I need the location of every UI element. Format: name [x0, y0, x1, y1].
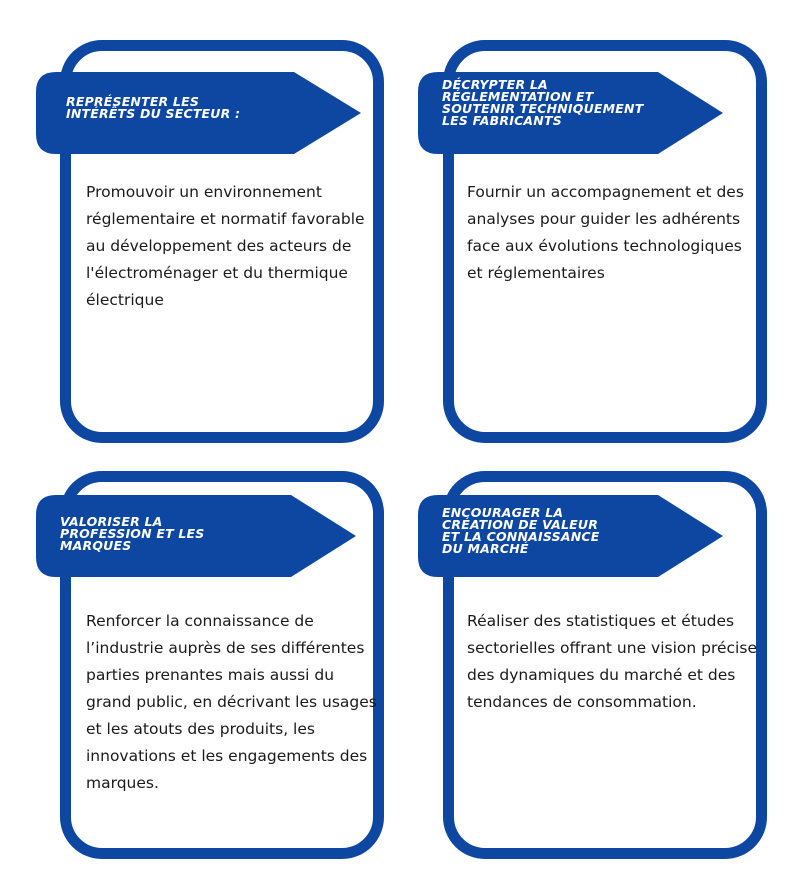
card-title: DÉCRYPTER LA RÉGLEMENTATION ET SOUTENIR TECHNIQUEMENT LES FABRICANTS [442, 77, 644, 128]
title-tag-decrypter [418, 72, 723, 154]
card-description: Promouvoir un environnement réglementaire et normatif favorable au développement des acteurs de l'électroménager et du thermique électrique [86, 183, 365, 309]
title-tag-encourager [418, 495, 723, 577]
title-tag-valoriser [36, 495, 356, 577]
card-description: Réaliser des statistiques et études sectorielles offrant une vision précise des dynamiques du marché et des tendances de consommation. [467, 612, 757, 711]
title-tag-representer [36, 72, 361, 154]
card-title: VALORISER LA PROFESSION ET LES MARQUES [60, 514, 205, 553]
card-description: Fournir un accompagnement et des analyses pour guider les adhérents face aux évolutions technologiques et réglementaires [467, 183, 744, 282]
card-title: REPRÉSENTER LES INTÉRÊTS DU SECTEUR : [66, 94, 241, 121]
card-title: ENCOURAGER LA CRÉATION DE VALEUR ET LA CONNAISSANCE DU MARCHÉ [442, 505, 600, 556]
card-description: Renforcer la connaissance de l’industrie auprès de ses différentes parties prenantes mais aussi du grand public, en décrivant les usages et les atouts des produits, les innovations et les engagements des marques. [86, 612, 377, 792]
